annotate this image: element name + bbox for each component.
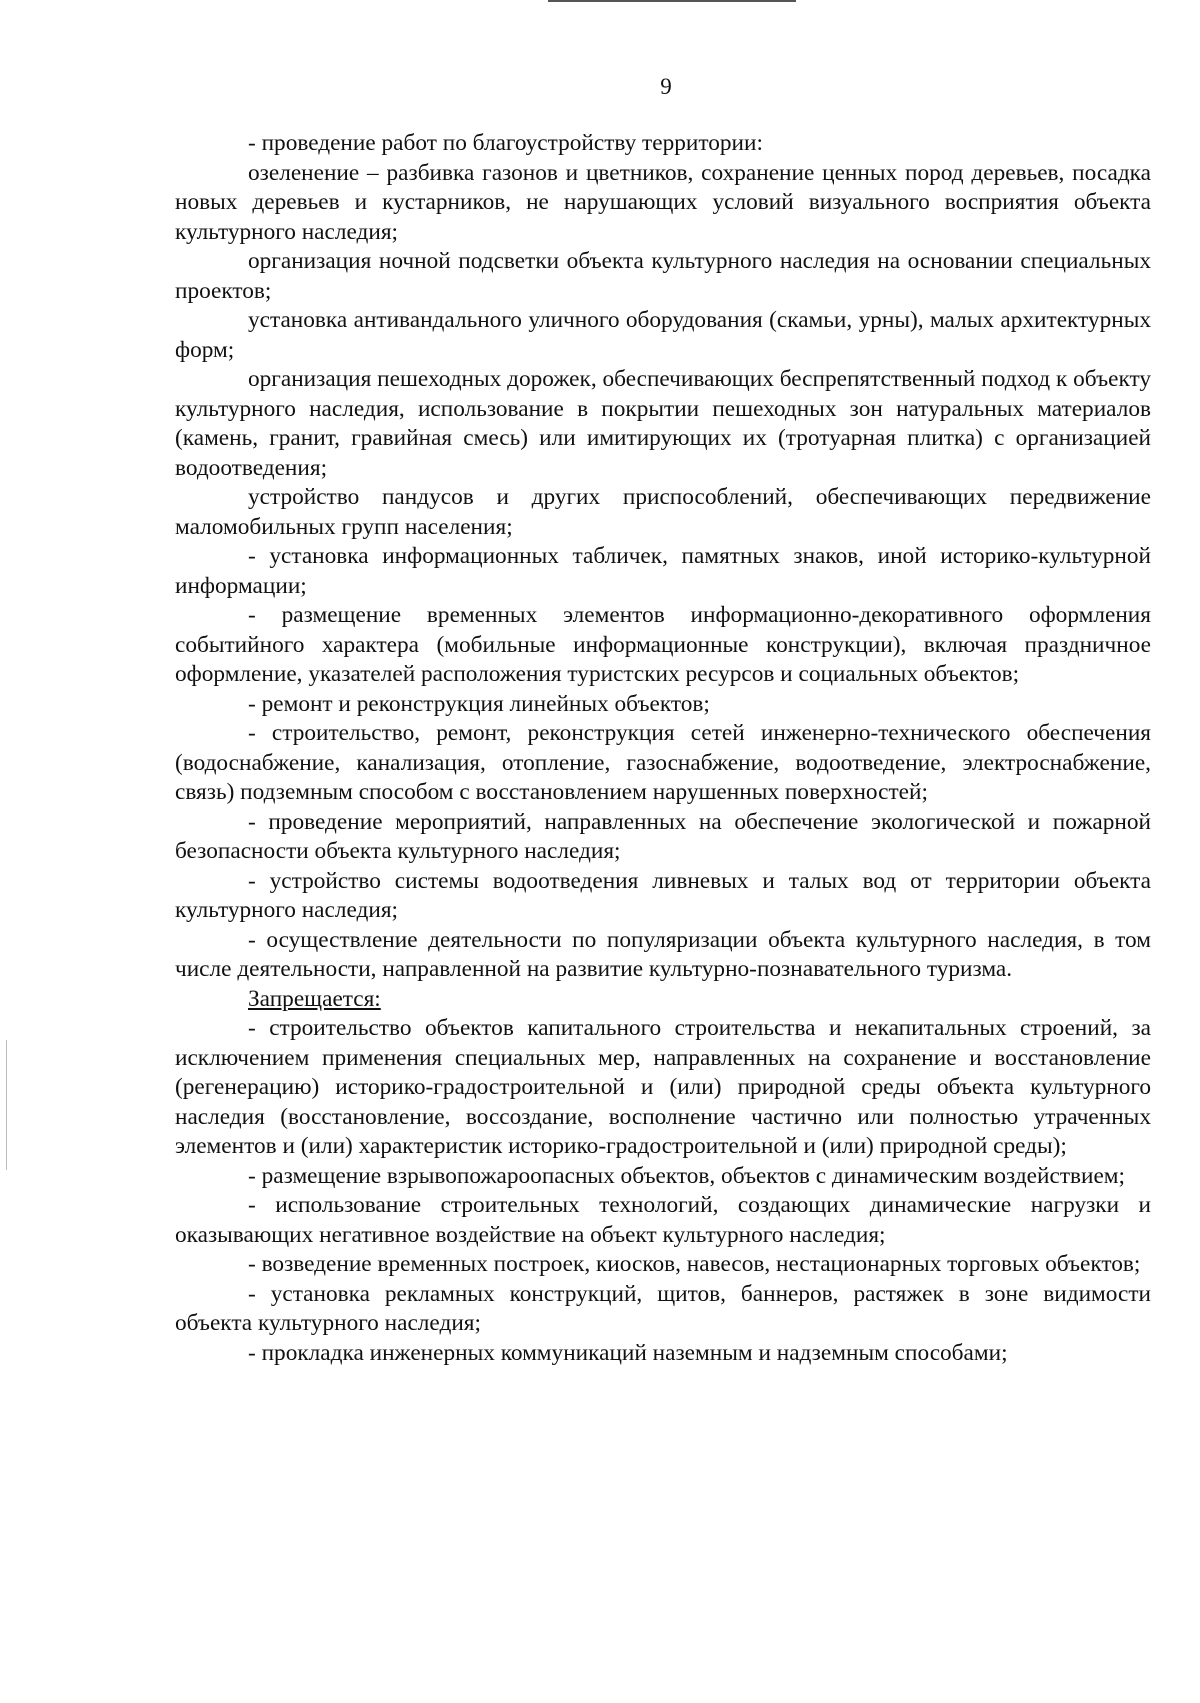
paragraph: - использование строительных технологий, создающих динамические нагрузки и оказывающих негативное воздействие на объект культурного наследия;: [175, 1192, 1151, 1248]
document-body: [175, 129, 1151, 1368]
paragraph: - строительство, ремонт, реконструкция сетей инженерно-технического обеспечения (водоснабжение, канализация, отопление, газоснабжение, водоотведение, электроснабжение, связь) подземным способом с восстановлением нарушенных поверхностей;: [175, 720, 1151, 805]
scan-artifact-top-line: [548, 0, 796, 2]
paragraph: установка антивандального уличного оборудования (скамьи, урны), малых архитектурных форм;: [175, 307, 1151, 363]
paragraph: - проведение мероприятий, направленных на обеспечение экологической и пожарной безопасности объекта культурного наследия;: [175, 808, 1151, 864]
scan-artifact-left-edge: [6, 1040, 7, 1170]
paragraph: - размещение временных элементов информационно-декоративного оформления событийного характера (мобильные информационные конструкции), включая праздничное оформление, указателей расположения туристских ресурсов и социальных объектов;: [175, 602, 1151, 687]
paragraph: - устройство системы водоотведения ливневых и талых вод от территории объекта культурного наследия;: [175, 867, 1151, 923]
page-number: 9: [660, 74, 672, 99]
paragraph: организация пешеходных дорожек, обеспечивающих беспрепятственный подход к объекту культурного наследия, использование в покрытии пешеходных зон натуральных материалов (камень, гранит, гравийная смесь) или имитирующих их (тротуарная плитка) с организацией водоотведения;: [175, 366, 1151, 481]
paragraph: - строительство объектов капитального строительства и некапитальных строений, за исключением применения специальных мер, направленных на сохранение и восстановление (регенерацию) историко-градостроительной и (или) природной среды объекта культурного наследия (восстановление, воссоздание, восполнение частично или полностью утраченных элементов и (или) характеристик историко-градостроительной и (или) природной среды);: [175, 1015, 1151, 1159]
paragraph: - размещение взрывопожароопасных объектов, объектов с динамическим воздействием;: [248, 1162, 1126, 1189]
paragraph: - проведение работ по благоустройству территории:: [248, 130, 763, 156]
paragraph: устройство пандусов и других приспособлений, обеспечивающих передвижение маломобильных групп населения;: [175, 484, 1151, 540]
paragraph: - осуществление деятельности по популяризации объекта культурного наследия, в том числе деятельности, направленной на развитие культурно-познавательного туризма.: [175, 926, 1151, 982]
paragraph: - ремонт и реконструкция линейных объектов;: [248, 690, 710, 717]
paragraph: - установка информационных табличек, памятных знаков, иной историко-культурной информации;: [175, 543, 1151, 599]
paragraph: озеленение – разбивка газонов и цветников, сохранение ценных пород деревьев, посадка новых деревьев и кустарников, не нарушающих условий визуального восприятия объекта культурного наследия;: [175, 159, 1151, 245]
paragraph: организация ночной подсветки объекта культурного наследия на основании специальных проектов;: [175, 248, 1151, 304]
paragraph: - установка рекламных конструкций, щитов, баннеров, растяжек в зоне видимости объекта культурного наследия;: [175, 1280, 1151, 1336]
section-heading-prohibited: Запрещается:: [248, 985, 381, 1012]
paragraph: - прокладка инженерных коммуникаций наземным и надземным способами;: [248, 1339, 1008, 1366]
paragraph: - возведение временных построек, киосков, навесов, нестационарных торговых объектов;: [248, 1251, 1141, 1277]
